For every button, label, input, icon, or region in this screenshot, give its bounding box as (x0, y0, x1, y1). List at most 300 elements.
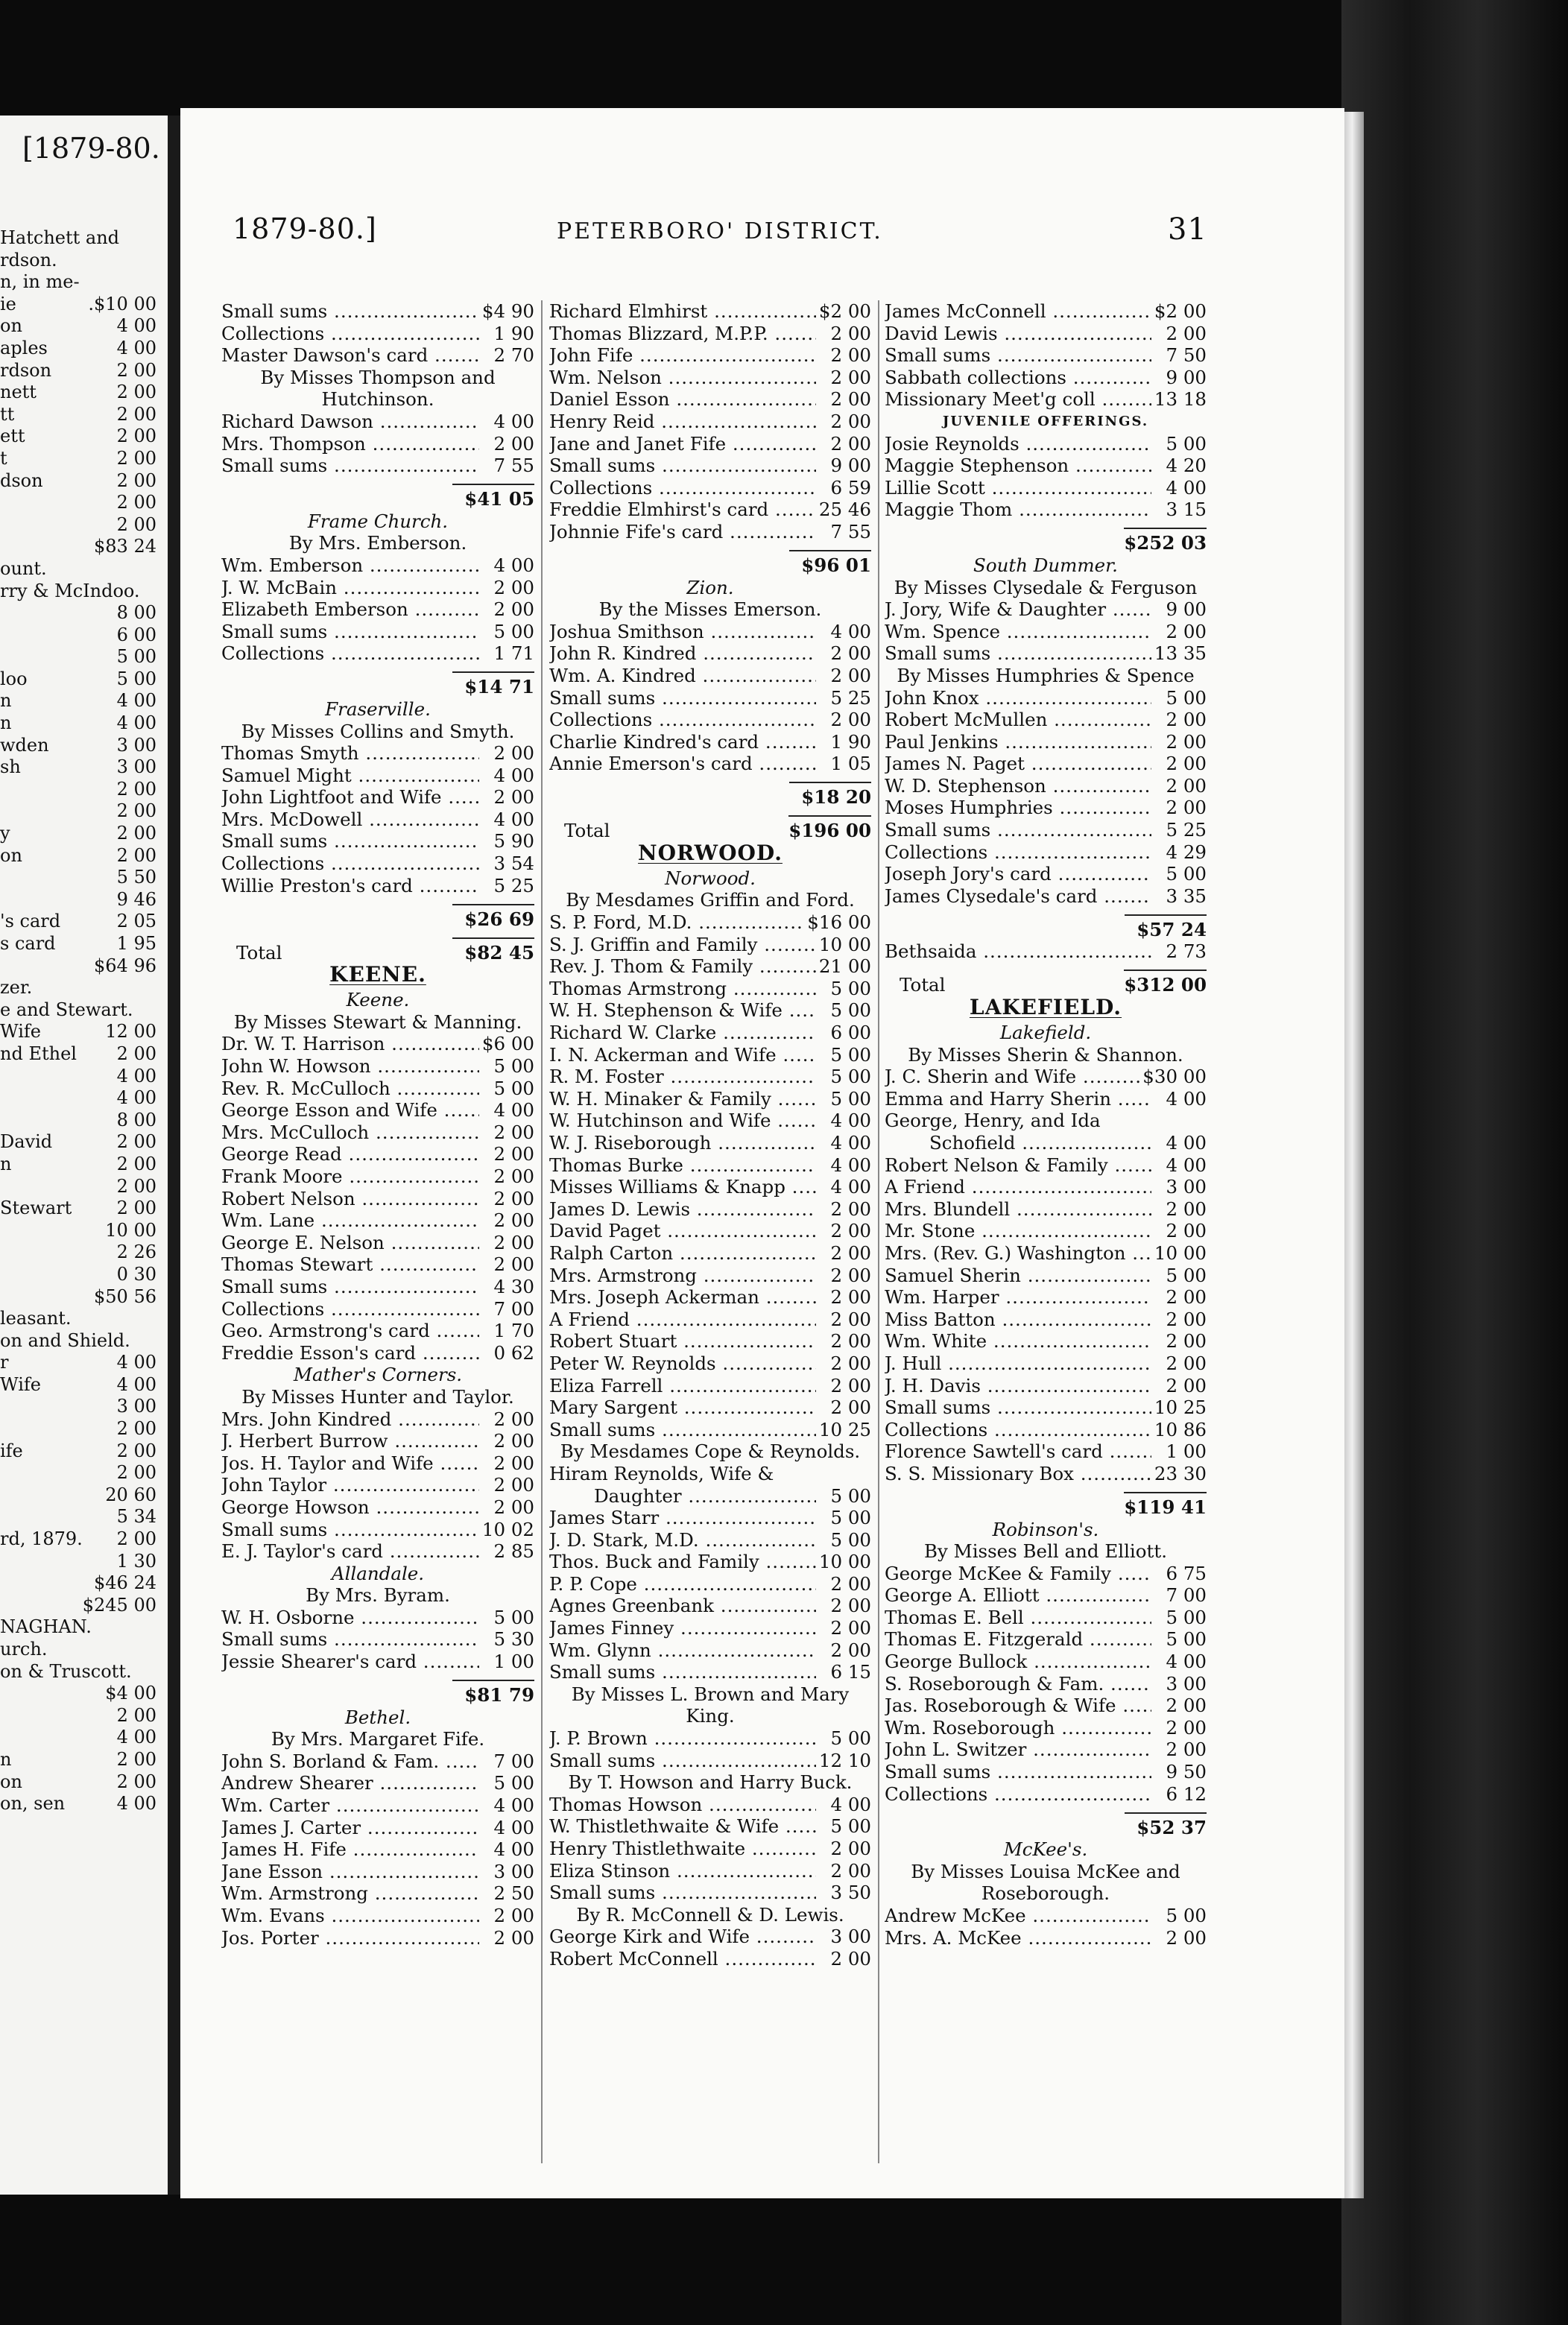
entry-row (221, 1430, 534, 1452)
amount: 2 00 (830, 1639, 871, 1661)
facing-page-line (0, 1220, 157, 1242)
subtotal (221, 1673, 534, 1706)
entry-row (885, 863, 1207, 885)
donor-name: Small sums ..... (549, 1750, 816, 1772)
facing-page-line (0, 756, 157, 779)
amount: 2 00 (830, 1374, 871, 1396)
amount: 4 20 (1166, 455, 1207, 477)
facing-fragment-text: zer. (0, 977, 33, 999)
facing-fragment-amount: 9 46 (116, 888, 157, 910)
amount: 5 00 (1166, 686, 1207, 709)
amount: 7 00 (493, 1297, 534, 1320)
total-row (549, 809, 871, 842)
facing-fragment-text: Wife (0, 1373, 42, 1395)
amount: 2 00 (830, 1595, 871, 1617)
amount: 2 00 (830, 1330, 871, 1353)
circuit-heading: KEENE. (329, 962, 426, 987)
facing-fragment-text: y (0, 823, 10, 844)
donor-name: J. H. Davis ..... (885, 1375, 1151, 1397)
amount: 10 00 (818, 933, 871, 955)
place-name: Mather's Corners. (293, 1364, 463, 1386)
entry-row (885, 1353, 1207, 1375)
facing-page-line (0, 735, 157, 757)
entry-row (549, 642, 871, 665)
facing-fragment-text: ount. (0, 557, 47, 579)
facing-fragment-text: ett (0, 426, 25, 447)
collector-line: Hutchinson. (321, 388, 434, 411)
donor-name: Miss Batton ..... (885, 1309, 1151, 1331)
entry-row (885, 775, 1207, 797)
donor-name: Joshua Smithson ..... (549, 621, 816, 643)
facing-page-line (0, 779, 157, 801)
amount: 4 30 (493, 1275, 534, 1297)
donor-name: Wm. Emberson ..... (221, 554, 479, 577)
facing-page-line (0, 1396, 157, 1418)
page-number: 31 (1168, 212, 1207, 247)
amount: 4 00 (493, 554, 534, 576)
amount: $4 90 (481, 300, 534, 322)
entry-row (549, 1309, 871, 1331)
scanner-background (1341, 0, 1568, 2325)
donor-name: Robert Stuart ..... (549, 1330, 816, 1353)
subtotal (549, 543, 871, 577)
amount: 13 18 (1154, 388, 1207, 411)
collector-line: By Mrs. Margaret Fife. (271, 1728, 485, 1750)
facing-fragment-text: tt (0, 403, 15, 425)
facing-page-line (0, 1066, 157, 1088)
entry-row (221, 621, 534, 643)
donor-name: Freddie Elmhirst's card ..... (549, 499, 816, 521)
donor-name: Small sums ..... (549, 455, 816, 477)
collector-line: By Mesdames Griffin and Ford. (566, 889, 855, 911)
facing-fragment-text: loo (0, 668, 28, 689)
facing-page-line (0, 1793, 157, 1815)
facing-fragment-text: on (0, 844, 22, 866)
amount: 6 15 (830, 1661, 871, 1683)
facing-fragment-text: David (0, 1131, 53, 1153)
facing-page-line (0, 999, 157, 1022)
entry-row (549, 1485, 871, 1508)
entry-row (549, 1639, 871, 1662)
donor-name: Mrs. Armstrong ..... (549, 1265, 816, 1287)
entry-row (221, 1253, 534, 1276)
amount: 2 00 (493, 1430, 534, 1452)
amount: 5 00 (1166, 1628, 1207, 1651)
amount: 2 00 (493, 1926, 534, 1949)
entry-row (221, 1232, 534, 1254)
donor-name: Paul Jenkins ..... (885, 731, 1151, 753)
facing-page-line (0, 338, 157, 360)
entry-row (221, 433, 534, 455)
donor-name: Eliza Farrell ..... (549, 1375, 816, 1397)
facing-fragment-amount: 8 00 (116, 1109, 157, 1130)
facing-page-line (0, 933, 157, 955)
amount: 5 00 (830, 1043, 871, 1066)
facing-fragment-text: on (0, 315, 22, 337)
facing-fragment-text: Hatchett and (0, 227, 120, 248)
facing-fragment-text: n, in me- (0, 271, 80, 293)
entry-row (549, 1507, 871, 1529)
donor-name: Andrew Shearer ..... (221, 1772, 479, 1794)
amount: 1 00 (493, 1651, 534, 1673)
facing-fragment-amount: 2 00 (116, 1131, 157, 1153)
entry-row (221, 1452, 534, 1475)
entry-row (549, 455, 871, 477)
donor-name: Mrs. McCulloch ..... (221, 1122, 479, 1144)
facing-page-line (0, 470, 157, 493)
entry-row (221, 411, 534, 433)
facing-page-line (0, 624, 157, 647)
donor-name: J. W. McBain ..... (221, 577, 479, 599)
donor-name: Jas. Roseborough & Wife ..... (885, 1695, 1151, 1717)
entry-row (885, 1628, 1207, 1651)
facing-fragment-text: rdson. (0, 249, 57, 271)
entry-row (221, 1750, 534, 1773)
donor-name: Dr. W. T. Harrison ..... (221, 1033, 479, 1055)
facing-page-line (0, 250, 157, 272)
donor-name: Robert McMullen ..... (885, 709, 1151, 731)
place-name: McKee's. (1003, 1838, 1088, 1861)
entry-row (885, 940, 1207, 963)
entry-row (549, 521, 871, 543)
facing-fragment-amount: 1 95 (116, 933, 157, 954)
facing-fragment-text: Wife (0, 1021, 42, 1043)
subtotal (885, 521, 1207, 554)
entry-row (885, 1717, 1207, 1739)
facing-fragment-amount: 4 00 (116, 315, 157, 337)
amount: $6 00 (481, 1033, 534, 1055)
entry-row (549, 665, 871, 687)
amount: 5 00 (830, 1727, 871, 1750)
amount: 2 00 (493, 742, 534, 765)
facing-page-line (0, 1330, 157, 1353)
facing-fragment-text: t (0, 447, 7, 469)
entry-row (549, 687, 871, 709)
amount: 7 50 (1166, 344, 1207, 367)
donor-name: W. D. Stephenson ..... (885, 775, 1151, 797)
facing-page-line (0, 1551, 157, 1573)
facing-page-line (0, 404, 157, 426)
donor-name: Small sums ..... (885, 344, 1151, 367)
entry-row (549, 433, 871, 455)
entry-row (885, 642, 1207, 665)
amount: 3 54 (493, 852, 534, 875)
donor-name: Small sums ..... (221, 1276, 479, 1298)
amount: 2 00 (1166, 322, 1207, 344)
donor-name: Ralph Carton ..... (549, 1242, 816, 1265)
book-gutter (168, 116, 180, 2195)
facing-fragment-amount: 3 00 (116, 1396, 157, 1417)
entry-row (221, 1882, 534, 1905)
amount: 2 00 (493, 1474, 534, 1496)
collector-line: By Mrs. Byram. (306, 1584, 450, 1607)
entry-row (221, 1188, 534, 1210)
donor-name: James D. Lewis ..... (549, 1198, 816, 1221)
total-amount: $196 00 (788, 815, 871, 842)
donor-name: John Taylor ..... (221, 1474, 479, 1496)
entry-row (221, 455, 534, 477)
donor-name: Maggie Stephenson ..... (885, 455, 1151, 477)
amount: 2 85 (493, 1540, 534, 1563)
amount: 2 00 (1166, 1352, 1207, 1374)
facing-fragment-amount: 8 00 (116, 602, 157, 624)
facing-page-line (0, 227, 157, 250)
donor-name: George E. Nelson ..... (221, 1232, 479, 1254)
facing-fragment-amount: 2 05 (116, 911, 157, 932)
facing-fragment-text: nett (0, 382, 37, 403)
amount: 2 00 (1166, 1716, 1207, 1739)
facing-page-line (0, 1021, 157, 1043)
facing-page-line (0, 1506, 157, 1528)
amount: 4 00 (1166, 1154, 1207, 1176)
donor-name: Daughter ..... (594, 1485, 816, 1508)
entry-row (221, 1794, 534, 1817)
collector-line: By Misses Clysedale & Ferguson (894, 576, 1198, 598)
donor-name: Small sums ..... (221, 1628, 479, 1651)
entry-row (549, 1044, 871, 1066)
facing-page-line (0, 690, 157, 712)
entry-row (549, 1375, 871, 1397)
donor-name: Freddie Esson's card ..... (221, 1342, 479, 1364)
facing-fragment-amount: 4 00 (116, 337, 157, 358)
amount: 9 00 (830, 455, 871, 477)
amount: 2 00 (830, 1264, 871, 1286)
facing-page-line (0, 448, 157, 470)
donor-name: Collections ..... (885, 1783, 1151, 1806)
amount: 4 00 (830, 1110, 871, 1132)
facing-fragment-text: aples (0, 337, 48, 358)
donor-name: George A. Elliott ..... (885, 1584, 1151, 1607)
facing-fragment-text: nd Ethel (0, 1043, 77, 1064)
entry-row (221, 1078, 534, 1100)
donor-name: Mary Sargent ..... (549, 1396, 816, 1419)
donor-name: W. Hutchinson and Wife ..... (549, 1110, 816, 1132)
facing-fragment-amount: 2 26 (116, 1241, 157, 1263)
donor-name: George Kirk and Wife ..... (549, 1926, 816, 1948)
donor-name: Wm. White ..... (885, 1330, 1151, 1353)
amount: 4 00 (493, 410, 534, 432)
entry-row (221, 1905, 534, 1927)
subheading: JUVENILE OFFERINGS. (942, 413, 1149, 429)
donor-name: James Starr ..... (549, 1507, 816, 1529)
donor-name: Mrs. Blundell ..... (885, 1198, 1151, 1221)
facing-fragment-amount: 2 00 (116, 1704, 157, 1726)
donor-name: Small sums ..... (221, 300, 479, 323)
facing-fragment-amount: 2 00 (116, 359, 157, 381)
entry-row (549, 1838, 871, 1860)
entry-row (549, 753, 871, 775)
collector-line: King. (686, 1705, 735, 1727)
donor-name: A Friend ..... (549, 1309, 816, 1331)
amount: 4 00 (1166, 476, 1207, 499)
entry-row (885, 1242, 1207, 1265)
entry-row (221, 1496, 534, 1519)
entry-row (885, 621, 1207, 643)
entry-row (885, 1927, 1207, 1949)
entry-row (885, 819, 1207, 841)
amount: 5 00 (493, 1055, 534, 1078)
facing-fragment-amount: 2 00 (116, 1771, 157, 1792)
amount: 5 00 (1166, 1905, 1207, 1926)
donor-name: Wm. Glynn ..... (549, 1639, 816, 1662)
donor-name: Mrs. John Kindred ..... (221, 1408, 479, 1431)
donor-name: Mrs. (Rev. G.) Washington ..... (885, 1242, 1151, 1265)
facing-page-line (0, 1616, 157, 1639)
donor-name: Thomas Howson ..... (549, 1794, 816, 1816)
donor-name: Thomas Burke ..... (549, 1154, 816, 1177)
amount: 6 75 (1166, 1562, 1207, 1584)
entry-row (549, 1529, 871, 1551)
entry-row (549, 955, 871, 978)
entry-row (885, 1695, 1207, 1717)
amount: 5 00 (493, 1606, 534, 1628)
facing-fragment-amount: 2 00 (116, 1440, 157, 1461)
facing-page-line (0, 1771, 157, 1794)
amount: 5 00 (1166, 1606, 1207, 1628)
amount: 10 86 (1154, 1418, 1207, 1440)
entry-row (885, 885, 1207, 908)
entry-row (885, 1330, 1207, 1353)
amount: 25 46 (818, 499, 871, 521)
place-name: Zion. (686, 576, 734, 598)
donor-name: I. N. Ackerman and Wife ..... (549, 1044, 816, 1066)
amount: 2 00 (493, 1253, 534, 1276)
facing-fragment-amount: 2 00 (116, 823, 157, 844)
entry-row (549, 709, 871, 731)
facing-page-line (0, 1176, 157, 1198)
entry-row (549, 1330, 871, 1353)
amount: 1 90 (830, 730, 871, 753)
amount: 2 00 (493, 1143, 534, 1165)
amount: 5 00 (493, 1772, 534, 1794)
amount: 2 00 (1166, 1695, 1207, 1717)
amount: 12 10 (818, 1749, 871, 1771)
collector-line: Roseborough. (981, 1882, 1110, 1905)
donor-name: Mrs. Thompson ..... (221, 433, 479, 455)
amount: 3 00 (1166, 1672, 1207, 1695)
amount: 2 00 (830, 344, 871, 367)
facing-page-line (0, 1727, 157, 1749)
donor-name: Thos. Buck and Family ..... (549, 1551, 816, 1573)
donor-name: Collections ..... (885, 1419, 1151, 1441)
entry-row (549, 1022, 871, 1044)
subtotal (221, 477, 534, 510)
facing-fragment-text: leasant. (0, 1308, 72, 1329)
donor-name: S. S. Missionary Box ..... (885, 1463, 1151, 1485)
entry-row (549, 1286, 871, 1309)
total-row (885, 963, 1207, 996)
amount: 2 00 (830, 1352, 871, 1374)
column-rule (878, 300, 879, 2163)
amount: 10 02 (481, 1518, 534, 1540)
collector-line: By T. Howson and Harry Buck. (568, 1771, 853, 1794)
amount: 3 50 (830, 1882, 871, 1904)
column-rule (541, 300, 543, 2163)
donor-name: John S. Borland & Fam. ..... (221, 1750, 479, 1773)
facing-fragment-amount: 2 00 (116, 1043, 157, 1064)
amount: 2 00 (493, 1121, 534, 1143)
amount: 4 00 (493, 1099, 534, 1122)
donor-name: James Clysedale's card ..... (885, 885, 1151, 908)
amount: 2 00 (830, 1198, 871, 1220)
facing-fragment-amount: .$10 00 (88, 293, 157, 314)
subtotal (885, 1805, 1207, 1838)
donor-name: Collections ..... (221, 323, 479, 345)
facing-fragment-text: ife (0, 1440, 23, 1461)
donor-name: Charlie Kindred's card ..... (549, 731, 816, 753)
facing-page-line (0, 1639, 157, 1661)
donor-name: Josie Reynolds ..... (885, 433, 1151, 455)
collector-line: By Misses Hunter and Taylor. (241, 1385, 514, 1408)
facing-fragment-text: n (0, 1153, 12, 1174)
donor-name: W. H. Stephenson & Wife ..... (549, 999, 816, 1022)
facing-page-line (0, 1374, 157, 1396)
place-name: Robinson's. (992, 1518, 1099, 1540)
entry-row (885, 1463, 1207, 1485)
donor-name: Jane and Janet Fife ..... (549, 433, 816, 455)
collector-line: By Misses L. Brown and Mary (571, 1683, 850, 1705)
amount: 2 00 (830, 1396, 871, 1419)
entry-row (221, 1055, 534, 1078)
donor-name: James J. Carter ..... (221, 1817, 479, 1839)
amount: 2 70 (493, 344, 534, 367)
amount: 5 25 (1166, 819, 1207, 841)
amount: 1 71 (493, 642, 534, 665)
entry-row (221, 344, 534, 367)
amount: 2 00 (1166, 774, 1207, 797)
subtotal-amount: $119 41 (1124, 1492, 1207, 1519)
amount: 2 00 (1166, 1330, 1207, 1353)
facing-page-line (0, 1352, 157, 1374)
entry-row (549, 1198, 871, 1221)
subtotal-amount: $41 05 (452, 484, 534, 510)
facing-page-line (0, 1264, 157, 1286)
total-label: Total (564, 820, 610, 842)
entry-row (221, 1628, 534, 1651)
facing-page-line (0, 1308, 157, 1330)
facing-page-line (0, 1110, 157, 1132)
entry-row (885, 477, 1207, 499)
entry-row (221, 1817, 534, 1839)
facing-fragment-text: on & Truscott. (0, 1660, 132, 1682)
entry-row (885, 1419, 1207, 1441)
donor-name: S. P. Ford, M.D. ..... (549, 911, 804, 934)
amount: 5 00 (830, 977, 871, 999)
facing-page-line (0, 1528, 157, 1551)
amount: 3 15 (1166, 499, 1207, 521)
entry-row (885, 1607, 1207, 1629)
facing-fragment-amount: 2 00 (116, 1198, 157, 1219)
amount: 4 00 (1166, 1087, 1207, 1110)
donor-name: Rev. J. Thom & Family ..... (549, 955, 816, 978)
facing-fragment-text: rdson (0, 359, 52, 381)
donor-name: Collections ..... (885, 841, 1151, 864)
amount: 9 50 (1166, 1761, 1207, 1783)
amount: 1 70 (493, 1320, 534, 1342)
donor-name: Wm. Carter ..... (221, 1794, 479, 1817)
amount: 5 00 (1166, 1264, 1207, 1286)
donor-name: Henry Reid ..... (549, 411, 816, 433)
entry-row (885, 1220, 1207, 1242)
entry-row (549, 1551, 871, 1573)
donor-name: Wm. Spence ..... (885, 621, 1151, 643)
entry-row (885, 687, 1207, 709)
column-3 (885, 300, 1207, 1949)
donor-name: John R. Kindred ..... (549, 642, 816, 665)
facing-fragment-amount: 2 00 (116, 844, 157, 866)
amount: 5 00 (493, 1077, 534, 1099)
amount: 1 90 (493, 322, 534, 344)
